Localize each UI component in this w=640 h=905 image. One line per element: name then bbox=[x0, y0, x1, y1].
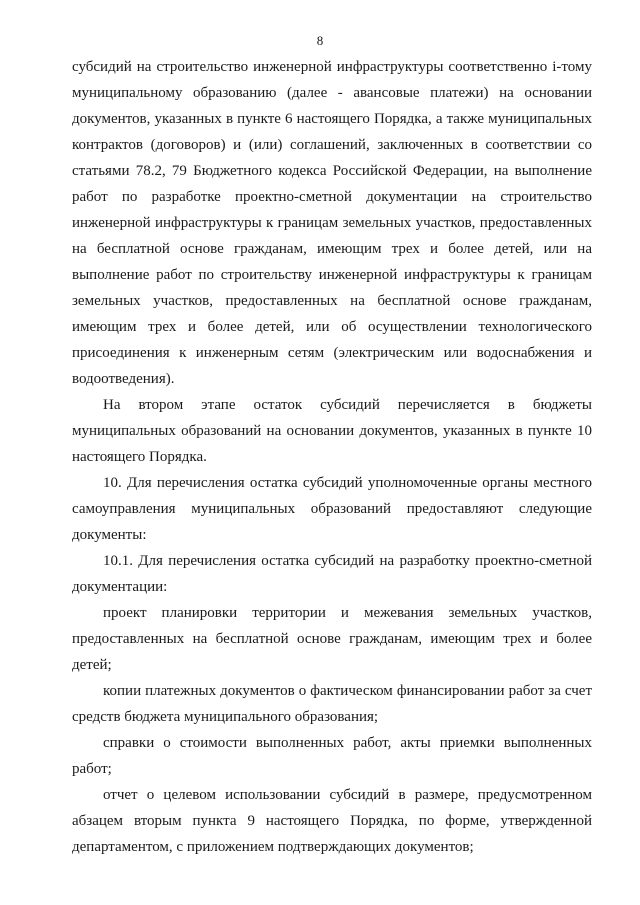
page-number: 8 bbox=[316, 33, 324, 48]
list-item-usage-report: отчет о целевом использовании субсидий в размере, предусмотренном абзацем вторым пункта 9 настоящего Порядка, по форме, утвержденной департаментом, с приложением подтверждающих документов; bbox=[72, 787, 592, 855]
list-item-payment-copies: копии платежных документов о фактическом финансировании работ за счет средств бюджета муниципального образования; bbox=[72, 683, 592, 725]
paragraph-second-stage: На втором этапе остаток субсидий перечисляется в бюджеты муниципальных образований на основании документов, указанных в пункте 10 настоящего Порядка. bbox=[72, 397, 592, 465]
document-body bbox=[72, 54, 592, 860]
paragraph-item-10: 10. Для перечисления остатка субсидий уполномоченные органы местного самоуправления муниципальных образований предоставляют следующие документы: bbox=[72, 475, 592, 543]
paragraph-item-10-1: 10.1. Для перечисления остатка субсидий на разработку проектно-сметной документации: bbox=[72, 553, 592, 595]
list-item-cost-certificates: справки о стоимости выполненных работ, акты приемки выполненных работ; bbox=[72, 735, 592, 777]
list-item-planning-project: проект планировки территории и межевания земельных участков, предоставленных на бесплатной основе гражданам, имеющим трех и более детей; bbox=[72, 605, 592, 673]
paragraph-continuation: субсидий на строительство инженерной инфраструктуры соответственно i-тому муниципальному образованию (далее - авансовые платежи) на основании документов, указанных в пункте 6 настоящего Порядка, а также муниципальных контрактов (договоров) и (или) соглашений, заключенных в соответствии со статьями 78.2, 79 Бюджетного кодекса Российской Федерации, на выполнение работ по разработке проектно-сметной документации на строительство инженерной инфраструктуры к границам земельных участков, предоставленных на бесплатной основе гражданам, имеющим трех и более детей, или на выполнение работ по строительству инженерной инфраструктуры к границам земельных участков, предоставленных на бесплатной основе гражданам, имеющим трех и более детей, или об осуществлении технологического присоединения к инженерным сетям (электрическим или водоснабжения и водоотведения). bbox=[72, 59, 592, 387]
